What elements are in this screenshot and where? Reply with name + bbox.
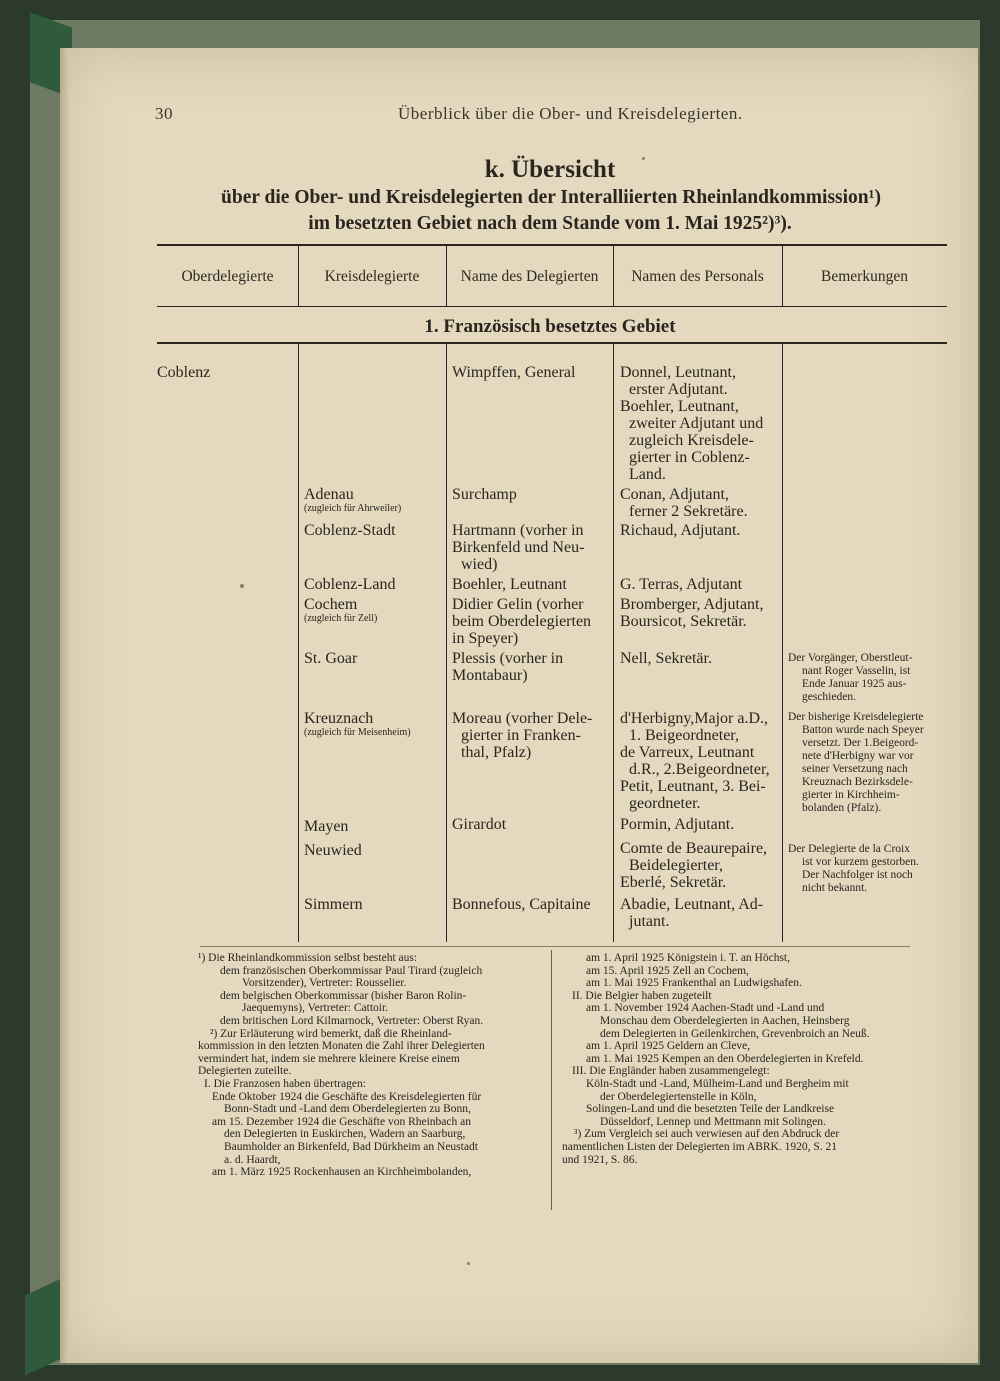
header-oberdelegierte: Oberdelegierte (181, 268, 274, 285)
header-kreisdelegierte: Kreisdelegierte (324, 268, 420, 285)
footnotes-right: am 1. April 1925 Königstein i. T. an Höchst, am 15. April 1925 Zell an Cochem, am 1. Mai 1925 Frankenthal an Ludwigshafen. II. Die Belgier haben zugeteilt am 1. November 1924 Aachen-Stadt und -Land und Monschau dem Oberdelegierten in Aachen, Heinsberg dem Delegierten in Geilenkirchen, Grevenbroich an Neuß. am 1. April 1925 Geldern an Cleve, am 1. Mai 1925 Kempen an den Oberdelegierten in Krefeld. III. Die Engländer haben zusammengelegt: Köln-Stadt und -Land, Mülheim-Land und Bergheim mit der Oberdelegiertenstelle in Köln, Solingen-Land und die besetzten Teile der Landkreise Düsseldorf, Lennep und Mettmann mit Solingen. ³) Zum Vergleich sei auch verwiesen auf den Abdruck der namentlichen Listen der Delegierten im ABRK. 1920, S. 21 und 1921, S. 86. (562, 952, 870, 1166)
delegat-girardot: Girardot (452, 816, 507, 833)
ober-coblenz: Coblenz (157, 364, 211, 381)
section-rule (157, 342, 947, 344)
delegat-hartmann: Hartmann (vorher in Birkenfeld und Neu- wied) (452, 522, 585, 573)
title-line-2: über die Ober- und Kreisdelegierten der Interalliierten Rheinlandkommission¹) (221, 187, 881, 208)
kreis-simmern: Simmern (304, 896, 363, 913)
kreis-kreuznach: Kreuznach (zugleich für Meisenheim) (304, 710, 411, 738)
paper-speck (240, 584, 244, 588)
personal-coblenz-land: G. Terras, Adjutant (620, 576, 743, 593)
bemerkung-st-goar: Der Vorgänger, Oberstleut- nant Roger Vasselin, ist Ende Januar 1925 aus- geschieden. (788, 652, 913, 703)
body-column-divider-4 (782, 344, 783, 942)
bemerkung-neuwied: Der Delegierte de la Croix ist vor kurzem gestorben. Der Nachfolger ist noch nicht bekannt. (788, 843, 919, 894)
kreis-mayen: Mayen (304, 818, 349, 835)
bemerkung-kreuznach: Der bisherige Kreisdelegierte Batton wurde nach Speyer versetzt. Der 1.Beigeord- nete d'Herbigny war vor seiner Versetzung nach Kreuznach Bezirksdele- gierter in Kirchheim- bolanden (Pfalz). (788, 711, 924, 814)
kreis-st-goar: St. Goar (304, 650, 358, 667)
body-column-divider-3 (613, 344, 614, 942)
table-header-rule (157, 306, 947, 307)
personal-cochem: Bromberger, Adjutant, Boursicot, Sekretär. (620, 596, 764, 630)
paper-speck (642, 157, 645, 160)
kreis-coblenz-land: Coblenz-Land (304, 576, 396, 593)
delegat-boehler: Boehler, Leutnant (452, 576, 567, 593)
page-gutter (60, 48, 70, 1363)
delegat-didier-gelin: Didier Gelin (vorher beim Oberdelegierten in Speyer) (452, 596, 592, 647)
personal-st-goar: Nell, Sekretär. (620, 650, 712, 667)
body-column-divider-1 (298, 344, 299, 942)
delegat-moreau: Moreau (vorher Dele- gierter in Franken- thal, Pfalz) (452, 710, 593, 761)
personal-wimpffen: Donnel, Leutnant, erster Adjutant. Boehler, Leutnant, zweiter Adjutant und zugleich Kreisdele- gierter in Coblenz- Land. (620, 364, 764, 483)
personal-neuwied: Comte de Beaurepaire, Beidelegierter, Eberlé, Sekretär. (620, 840, 768, 891)
title-line-1: k. Übersicht (484, 156, 616, 183)
kreis-cochem: Cochem (zugleich für Zell) (304, 596, 378, 624)
header-name-des-delegierten: Name des Delegierten (460, 268, 599, 285)
header-namen-des-personals: Namen des Personals (631, 268, 764, 285)
delegat-plessis: Plessis (vorher in Montabaur) (452, 650, 564, 684)
running-head: Überblick über die Ober- und Kreisdelegierten. (398, 104, 743, 123)
header-bemerkungen: Bemerkungen (821, 268, 908, 285)
personal-adenau: Conan, Adjutant, ferner 2 Sekretäre. (620, 486, 748, 520)
delegat-wimpffen: Wimpffen, General (452, 364, 576, 381)
kreis-adenau: Adenau (zugleich für Ahrweiler) (304, 486, 402, 514)
paper-speck (467, 1262, 470, 1265)
personal-kreuznach: d'Herbigny,Major a.D., 1. Beigeordneter, de Varreux, Leutnant d.R., 2.Beigeordneter, Petit, Leutnant, 3. Bei- geordneter. (620, 710, 770, 812)
kreis-neuwied: Neuwied (304, 842, 362, 859)
footnotes-left: ¹) Die Rheinlandkommission selbst besteht aus: dem französischen Oberkommissar Paul Tirard (zugleich Vorsitzender), Vertreter: Rousselier. dem belgischen Oberkommissar (bisher Baron Rolin- Jaequemyns), Vertreter: Cattoir. dem britischen Lord Kilmarnock, Vertreter: Oberst Ryan. ²) Zur Erläuterung wird bemerkt, daß die Rheinland- kommission in den letzten Monaten die Zahl ihrer Delegierten vermindert hat, indem sie mehrere kleinere Kreise einem Delegierten zuteilte. I. Die Franzosen haben übertragen: Ende Oktober 1924 die Geschäfte des Kreisdelegierten für Bonn-Stadt und -Land dem Oberdelegierten zu Bonn, am 15. Dezember 1924 die Geschäfte von Rheinbach an den Delegierten in Euskirchen, Wadern an Saarburg, Baumholder an Birkenfeld, Bad Dürkheim an Neustadt a. d. Haardt, am 1. März 1925 Rockenhausen an Kirchheimbolanden, (198, 952, 485, 1179)
page-number: 30 (155, 104, 173, 123)
personal-coblenz-stadt: Richaud, Adjutant. (620, 522, 741, 539)
footnote-column-divider (551, 950, 552, 1210)
delegat-bonnefous: Bonnefous, Capitaine (452, 896, 591, 913)
kreis-coblenz-stadt: Coblenz-Stadt (304, 522, 396, 539)
title-line-3: im besetzten Gebiet nach dem Stande vom 1. Mai 1925²)³). (308, 213, 792, 234)
personal-simmern: Abadie, Leutnant, Ad- jutant. (620, 896, 764, 930)
section-title: 1. Französisch besetztes Gebiet (424, 316, 676, 337)
table-top-rule (157, 244, 947, 246)
body-column-divider-2 (446, 344, 447, 942)
delegat-surchamp: Surchamp (452, 486, 517, 503)
personal-mayen: Pormin, Adjutant. (620, 816, 735, 833)
footnote-rule (200, 946, 910, 947)
